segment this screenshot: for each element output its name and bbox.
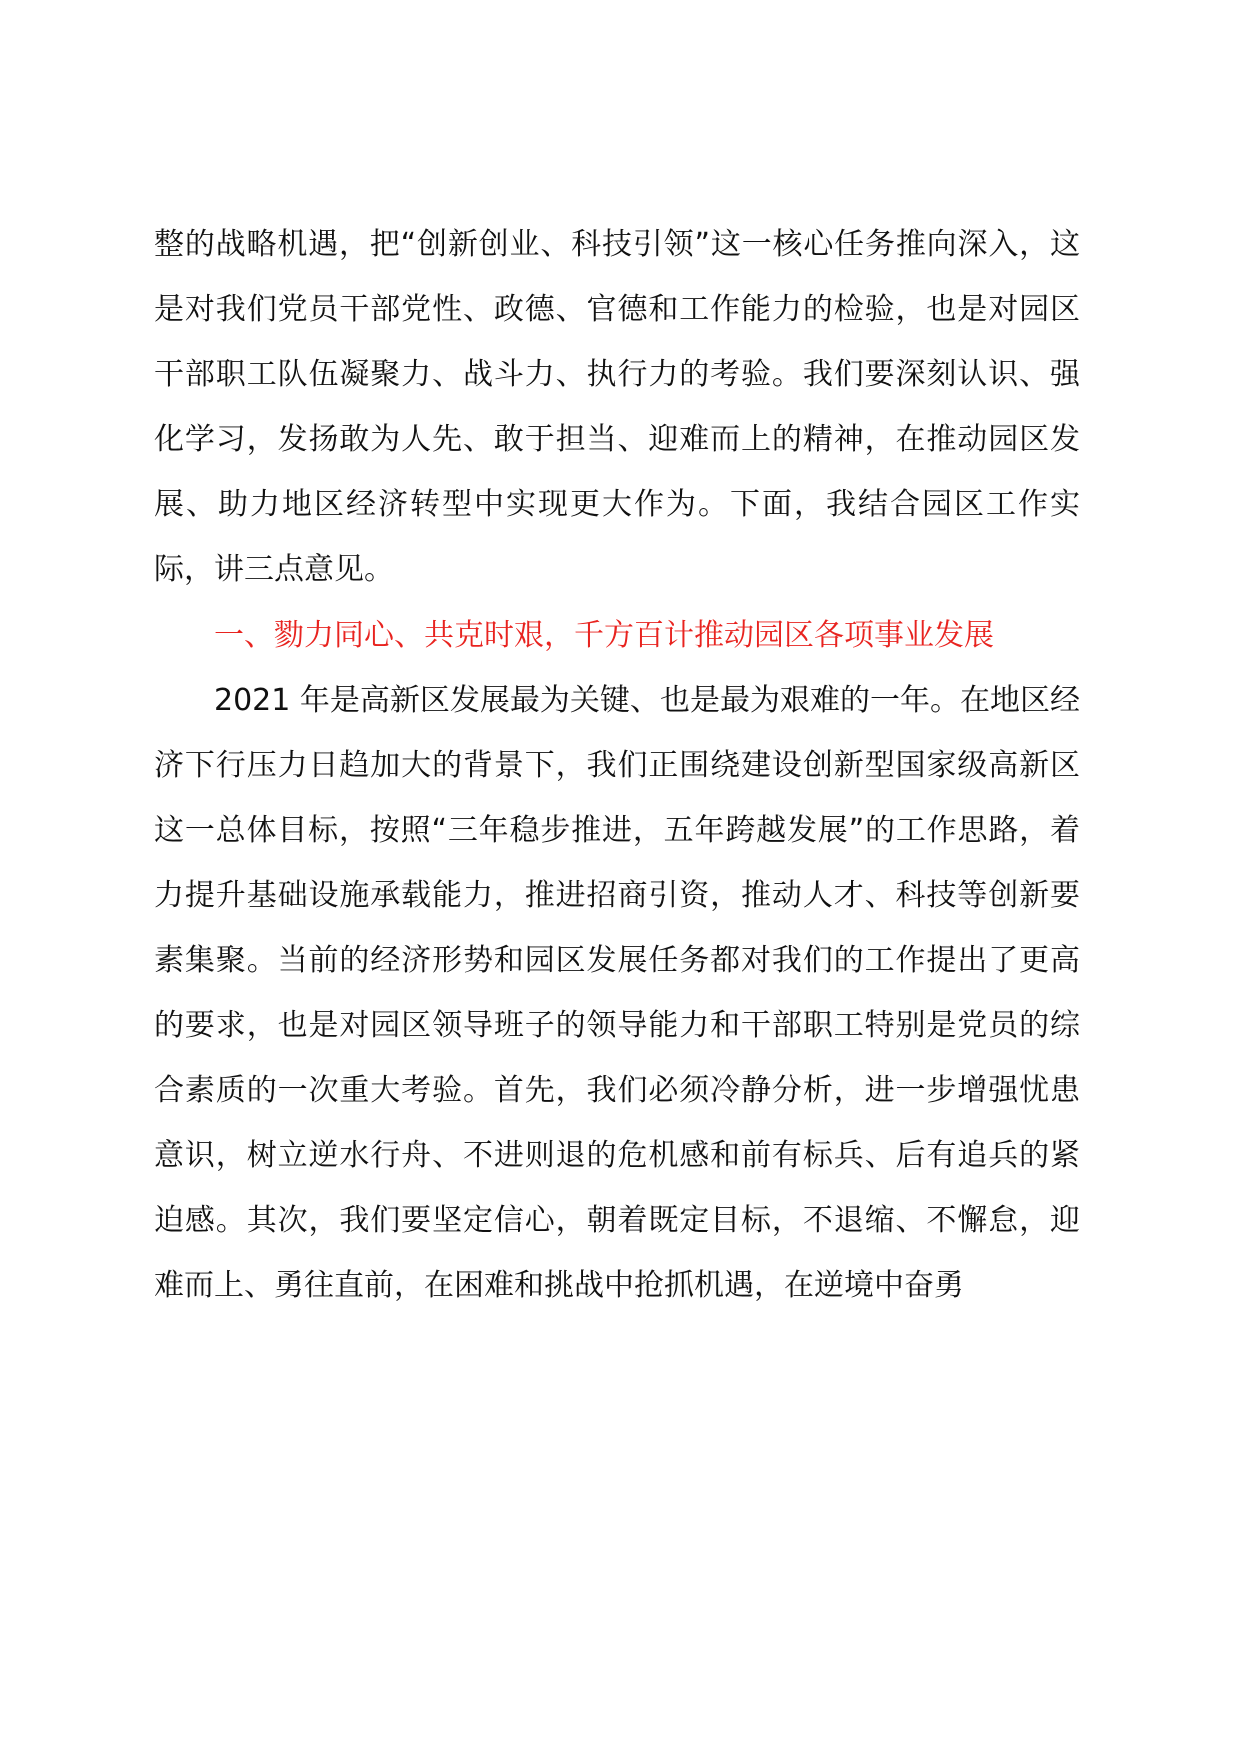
paragraph-body: 2021 年是高新区发展最为关键、也是最为艰难的一年。在地区经济下行压力日趋加大的背景下，我们正围绕建设创新型国家级高新区这一总体目标，按照“三年稳步推进，五年跨越发展”的工作思路，着力提升基础设施承载能力，推进招商引资，推动人才、科技等创新要素集聚。当前的经济形势和园区发展任务都对我们的工作提出了更高的要求，也是对园区领导班子的领导能力和干部职工特别是党员的综合素质的一次重大考验。首先，我们必须冷静分析，进一步增强忧患意识，树立逆水行舟、不进则退的危机感和前有标兵、后有追兵的紧迫感。其次，我们要坚定信心，朝着既定目标，不退缩、不懈怠，迎难而上、勇往直前，在困难和挑战中抢抓机遇，在逆境中奋勇 (154, 683, 1080, 1303)
section-heading: 一、勠力同心、共克时艰，千方百计推动园区各项事业发展 (214, 618, 994, 653)
document-body (154, 212, 1080, 1318)
paragraph-continuation: 整的战略机遇，把“创新创业、科技引领”这一核心任务推向深入，这是对我们党员干部党性、政德、官德和工作能力的检验，也是对园区干部职工队伍凝聚力、战斗力、执行力的考验。我们要深刻认识、强化学习，发扬敢为人先、敢于担当、迎难而上的精神，在推动园区发展、助力地区经济转型中实现更大作为。下面，我结合园区工作实际，讲三点意见。 (154, 227, 1080, 587)
